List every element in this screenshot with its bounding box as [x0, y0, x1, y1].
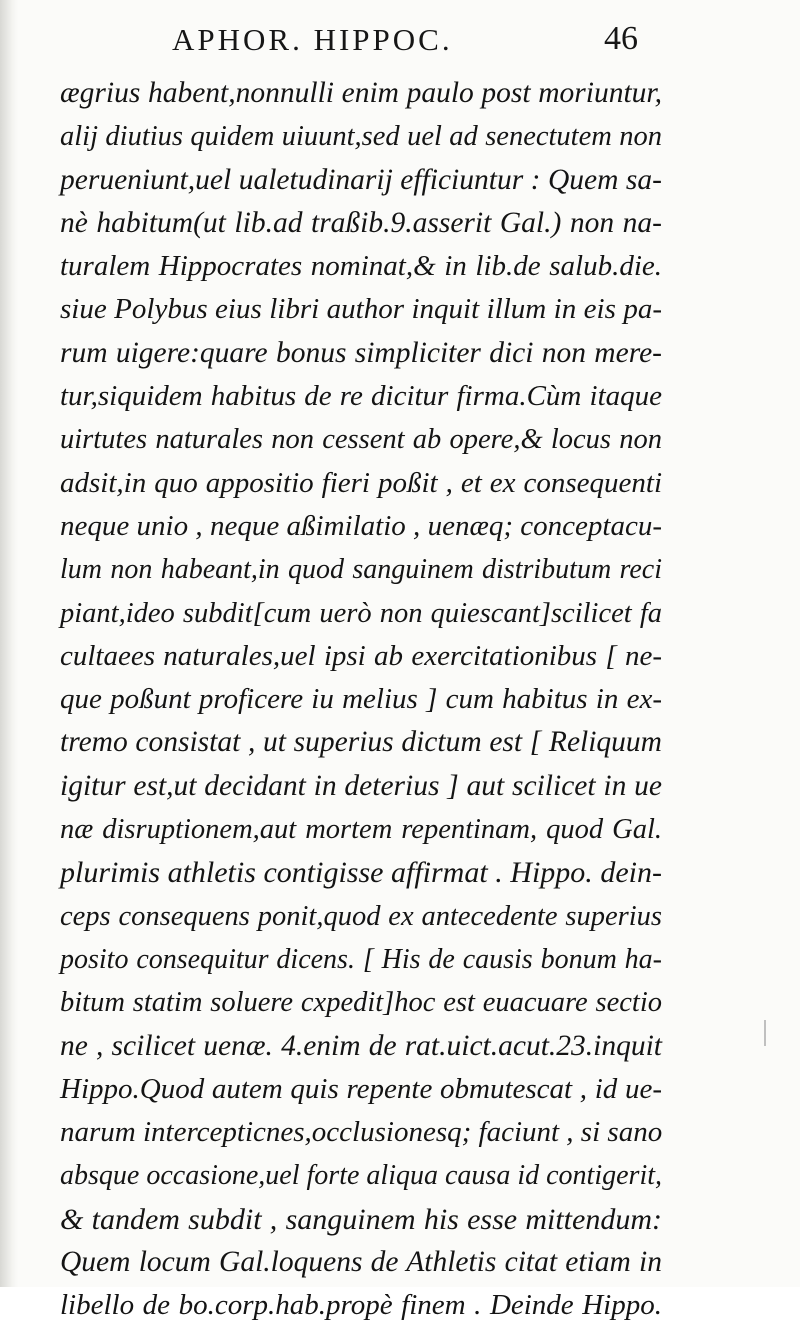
- text-line: igitur est,ut decidant in deterius ] aut scilicet in ue: [60, 769, 662, 802]
- text-line: neque unio , neque aßimilatio , uenæq; conceptacu-: [60, 509, 662, 542]
- text-line: lum non habeant,in quod sanguinem distributum reci: [60, 554, 662, 586]
- text-line: absque occasione,uel forte aliqua causa id contigerit,: [60, 1160, 662, 1192]
- text-line: & tandem subdit , sanguinem his esse mittendum:: [60, 1202, 662, 1236]
- running-head: APHOR. HIPPOC.: [172, 22, 453, 57]
- margin-ink-mark: [764, 1020, 766, 1046]
- text-line: uirtutes naturales non cessent ab opere,& locus non: [60, 424, 662, 456]
- text-line: ægrius habent,nonnulli enim paulo post moriuntur,: [60, 77, 662, 109]
- text-line: narum intercepticnes,occlusionesq; faciunt , si sano: [60, 1116, 663, 1149]
- text-line: piant,ideo subdit[cum uerò non quiescant]scilicet fa: [60, 597, 662, 629]
- text-line: plurimis athletis contigisse affirmat . Hippo. dein-: [60, 856, 662, 890]
- text-line: cultaees naturales,uel ipsi ab exercitationibus [ ne-: [60, 639, 662, 672]
- text-line: nè habitum(ut lib.ad traßib.9.asserit Gal.) non na-: [60, 206, 662, 239]
- page-gutter-shadow: [0, 0, 18, 1287]
- text-line: turalem Hippocrates nominat,& in lib.de salub.die.: [60, 250, 662, 283]
- text-line: næ disruptionem,aut mortem repentinam, quod Gal.: [60, 814, 662, 846]
- text-line: adsit,in quo appositio fieri poßit , et ex consequenti: [60, 466, 662, 499]
- text-line: siue Polybus eius libri author inquit illum in eis pa-: [60, 293, 662, 326]
- text-line: tremo consistat , ut superius dictum est [ Reliquum: [60, 726, 662, 759]
- text-line: ceps consequens ponit,quod ex antecedente superius: [60, 900, 662, 932]
- text-line: ne , scilicet uenæ. 4.enim de rat.uict.acut.23.inquit: [60, 1029, 662, 1062]
- body-text: [60, 72, 662, 1328]
- page-number: 46: [604, 20, 638, 57]
- text-line: posito consequitur dicens. [ His de causis bonum ha-: [60, 943, 662, 975]
- text-line: Hippo.Quod autem quis repente obmutescat , id ue-: [60, 1072, 662, 1105]
- text-line: bitum statim soluere cxpedit]hoc est euacuare sectio: [60, 987, 662, 1019]
- text-line: alij diutius quidem uiuunt,sed uel ad senectutem non: [60, 121, 662, 153]
- text-line: rum uigere:quare bonus simpliciter dici non mere-: [60, 336, 662, 369]
- text-line: libello de bo.corp.hab.propè finem . Deinde Hippo.: [60, 1289, 662, 1322]
- text-line: Quem locum Gal.loquens de Athletis citat etiam in: [60, 1246, 662, 1279]
- text-line: tur,siquidem habitus de re dicitur firma.Cùm itaque: [60, 380, 662, 413]
- text-line: perueniunt,uel ualetudinarij efficiuntur : Quem sa-: [60, 163, 662, 196]
- text-line: que poßunt proficere iu melius ] cum habitus in ex-: [60, 683, 662, 716]
